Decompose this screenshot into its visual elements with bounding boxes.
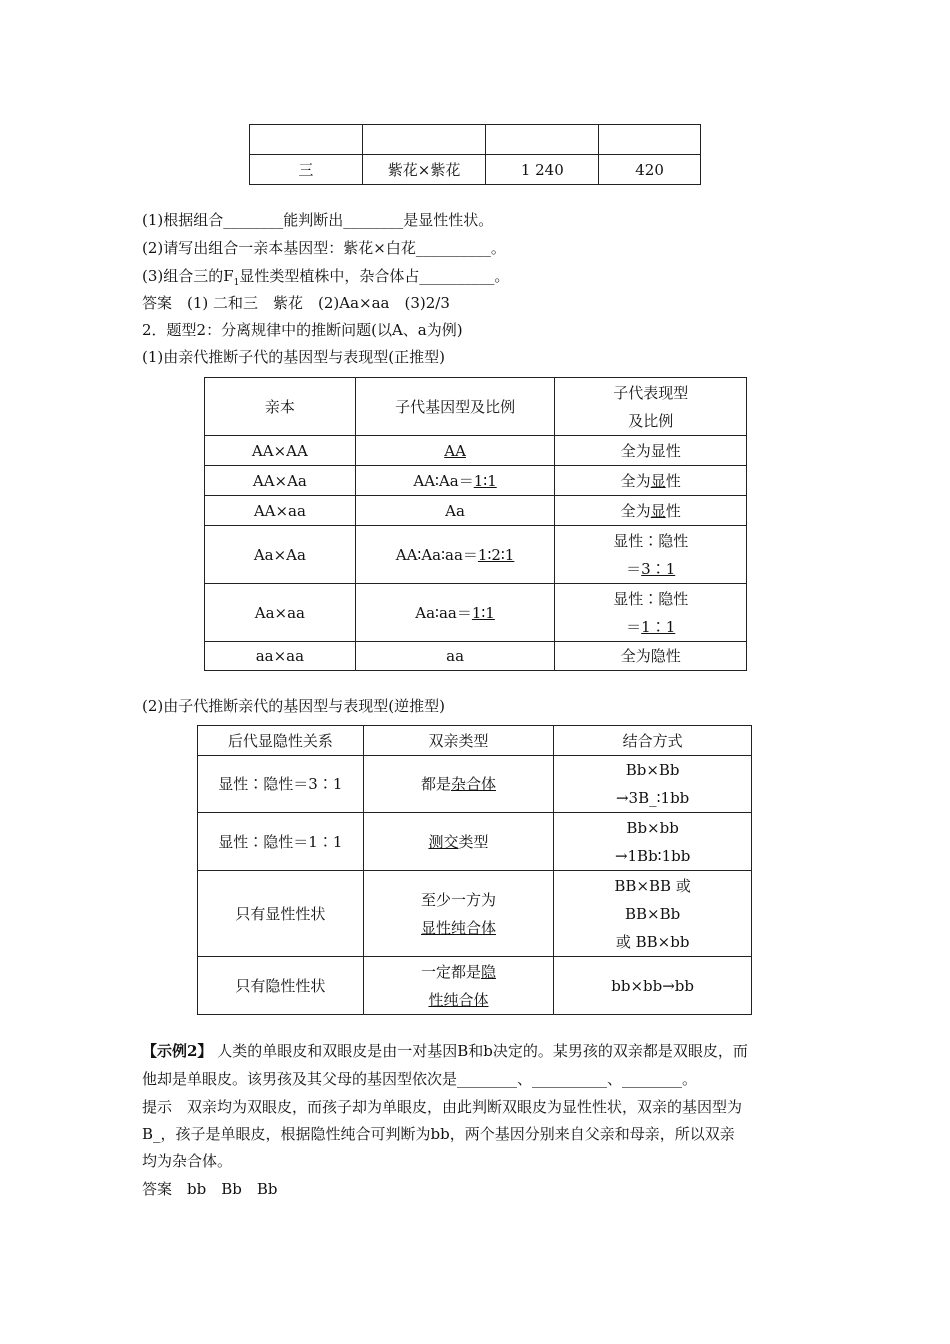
table-cell: AA×Aa [205, 466, 356, 496]
question-2 [142, 238, 506, 258]
header-cell: 后代显隐性关系 [198, 726, 364, 756]
table-cell [554, 813, 752, 871]
table-cell [554, 871, 752, 957]
table-cell: AA×AA [205, 436, 356, 466]
blank: ________ [343, 211, 404, 229]
answer-text: 1∶1 [471, 603, 495, 622]
example-line-1 [142, 1041, 748, 1061]
blank: ________ [223, 211, 284, 229]
hint-line: 均为杂合体。 [142, 1152, 233, 1170]
subsection-title: (2)由子代推断亲代的基因型与表现型(逆推型) [142, 697, 445, 715]
answer-2: 答案 bb Bb Bb [142, 1180, 278, 1198]
table-row [250, 155, 701, 185]
table-cell: 全为隐性 [555, 642, 747, 671]
table-cell: Aa×Aa [205, 526, 356, 584]
example-text: 、 [607, 1070, 623, 1088]
table-cell [362, 125, 486, 155]
question-text: 。 [494, 267, 510, 285]
cell-text: 性 [665, 501, 681, 520]
cell-text: 性 [665, 471, 681, 490]
answer-text: AA [444, 441, 466, 460]
header-cell: 结合方式 [554, 726, 752, 756]
example-text: 人类的单眼皮和双眼皮是由一对基因B和b决定的。某男孩的双亲都是双眼皮，而 [217, 1042, 748, 1060]
table-row [205, 584, 747, 642]
table-cell: 全为显性 [555, 436, 747, 466]
header-cell [555, 378, 747, 436]
example-text: 、 [517, 1070, 533, 1088]
cross-results-table [249, 124, 701, 185]
hint-line: 提示 双亲均为双眼皮，而孩子却为单眼皮，由此判断双眼皮为显性性状，双亲的基因型为 [142, 1098, 743, 1116]
blank: __________ [532, 1070, 608, 1088]
cell-text: 都是 [420, 775, 451, 793]
cell-text: Bb×bb [626, 818, 679, 837]
table-header-row [198, 726, 752, 756]
answer-text: 1∶1 [641, 617, 676, 636]
cell-text: AA∶Aa∶aa＝ [395, 545, 478, 564]
section-title: 2．题型2：分离规律中的推断问题(以A、a为例) [142, 321, 463, 339]
answer-text: 1∶2∶1 [477, 545, 515, 564]
question-text: 是显性性状。 [403, 211, 494, 229]
example-tag: 【示例2】 [142, 1042, 213, 1060]
table-row [205, 466, 747, 496]
example-text: 。 [682, 1070, 698, 1088]
header-text: 子代表现型 [613, 383, 689, 402]
cell-text: BB×Bb [625, 904, 681, 923]
table-cell: 1 240 [486, 155, 599, 185]
table-cell [355, 436, 555, 466]
example-line-2 [142, 1069, 697, 1089]
table-cell [599, 125, 701, 155]
cell-text: 一定都是 [420, 962, 481, 981]
cell-text: →3B_∶1bb [615, 789, 690, 807]
table-cell [363, 871, 554, 957]
table-row [205, 496, 747, 526]
table-cell: aa×aa [205, 642, 356, 671]
header-cell: 双亲类型 [363, 726, 554, 756]
header-cell: 亲本 [205, 378, 356, 436]
answer-1: 答案 (1) 二和三 紫花 (2)Aa×aa (3)2/3 [142, 294, 450, 312]
table-row [198, 871, 752, 957]
table-cell [355, 466, 555, 496]
table-row [205, 526, 747, 584]
table-row [198, 957, 752, 1015]
header-cell: 子代基因型及比例 [355, 378, 555, 436]
answer-text: 1∶1 [473, 471, 497, 490]
table-cell: 紫花×紫花 [362, 155, 486, 185]
table-header-row [205, 378, 747, 436]
blank: ________ [457, 1070, 518, 1088]
table-row [198, 756, 752, 813]
question-1 [142, 210, 493, 230]
cell-text: ＝ [626, 617, 642, 636]
table-row [250, 125, 701, 155]
table-cell [355, 584, 555, 642]
table-cell [363, 957, 554, 1015]
table-cell: 三 [250, 155, 363, 185]
table-cell [554, 756, 752, 813]
table-cell: bb×bb→bb [554, 957, 752, 1015]
table-cell [555, 526, 747, 584]
table-cell: 只有显性性状 [198, 871, 364, 957]
table-cell: 只有隐性性状 [198, 957, 364, 1015]
question-text: (3)组合三的F [142, 267, 234, 285]
cell-text: →1Bb∶1bb [614, 846, 691, 865]
cell-text: BB×BB 或 [614, 876, 691, 895]
answer-text: 性纯合体 [428, 990, 489, 1009]
blank: __________ [419, 267, 495, 285]
answer-text: 杂合体 [450, 775, 496, 793]
hint-line: B_，孩子是单眼皮，根据隐性纯合可判断为bb，两个基因分别来自父亲和母亲，所以双亲 [142, 1125, 735, 1143]
table-cell [355, 526, 555, 584]
question-text: (2)请写出组合一亲本基因型：紫花×白花 [142, 239, 416, 257]
header-text: 及比例 [628, 411, 674, 430]
cell-text: 类型 [458, 832, 489, 851]
table-cell [555, 496, 747, 526]
answer-text: 显性纯合体 [420, 918, 496, 937]
cell-text: 全为 [620, 501, 651, 520]
forward-inference-table [204, 377, 747, 671]
cell-text: ＝ [626, 559, 642, 578]
question-text: 能判断出 [283, 211, 344, 229]
answer-text: 显 [650, 501, 666, 520]
table-cell: aa [355, 642, 555, 671]
answer-text: 3∶1 [641, 559, 676, 578]
cell-text: 显性∶隐性 [613, 531, 689, 550]
blank: ________ [622, 1070, 683, 1088]
table-cell [250, 125, 363, 155]
question-text: (1)根据组合 [142, 211, 224, 229]
table-row [198, 813, 752, 871]
table-cell [486, 125, 599, 155]
table-row [205, 642, 747, 671]
cell-text: 至少一方为 [420, 890, 496, 909]
question-text: 。 [490, 239, 506, 257]
table-cell: Aa [355, 496, 555, 526]
cell-text: Bb×Bb [625, 761, 680, 779]
reverse-inference-table [197, 725, 752, 1015]
answer-text: 隐 [480, 962, 496, 981]
table-cell: AA×aa [205, 496, 356, 526]
cell-text: 全为 [620, 471, 651, 490]
table-cell [363, 813, 554, 871]
cell-text: 或 BB×bb [615, 932, 690, 951]
table-cell [363, 756, 554, 813]
table-cell: Aa×aa [205, 584, 356, 642]
table-cell [555, 466, 747, 496]
cell-text: Aa∶aa＝ [415, 603, 472, 622]
table-cell: 显性∶隐性＝1∶1 [198, 813, 364, 871]
subscript: 1 [233, 278, 240, 288]
table-cell: 显性∶隐性＝3∶1 [198, 756, 364, 813]
blank: __________ [415, 239, 491, 257]
question-text: 显性类型植株中，杂合体占 [239, 267, 420, 285]
cell-text: AA∶Aa＝ [413, 471, 474, 490]
subsection-title: (1)由亲代推断子代的基因型与表现型(正推型) [142, 348, 445, 366]
answer-text: 显 [650, 471, 666, 490]
table-cell [555, 584, 747, 642]
cell-text: 显性∶隐性 [613, 589, 689, 608]
table-row [205, 436, 747, 466]
table-cell: 420 [599, 155, 701, 185]
question-3 [142, 266, 509, 293]
answer-text: 测交 [428, 832, 459, 851]
example-text: 他却是单眼皮。该男孩及其父母的基因型依次是 [142, 1070, 458, 1088]
